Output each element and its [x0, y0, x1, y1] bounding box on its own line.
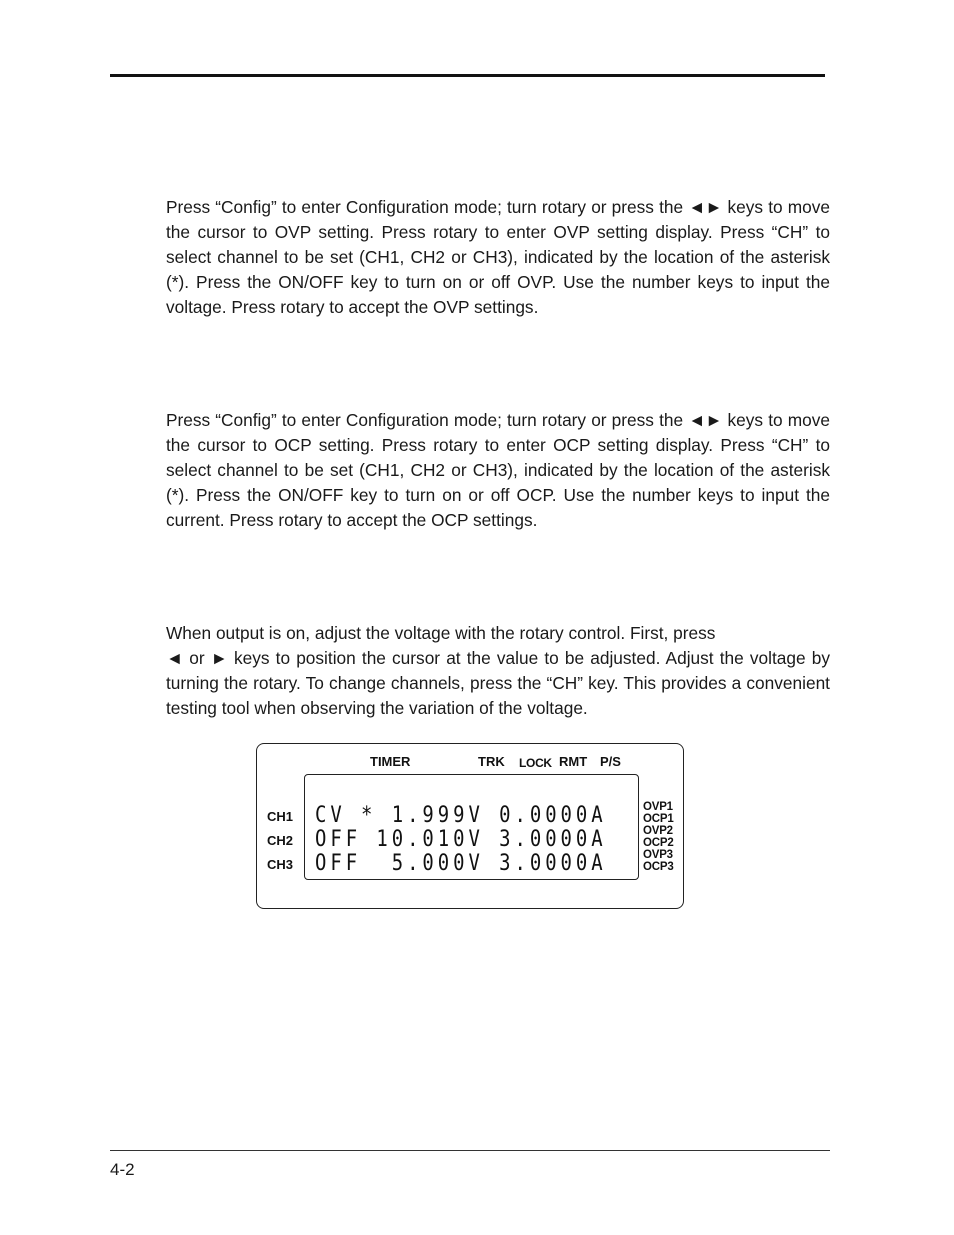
- voltage-adjust-instructions: [166, 621, 830, 721]
- footer-rule: [110, 1150, 830, 1151]
- lcd-row-ch1: CV * 1.999V 0.0000A: [315, 803, 607, 828]
- header-rule: [110, 74, 825, 77]
- ocp2-indicator: OCP2: [643, 837, 674, 849]
- ch1-label: CH1: [267, 809, 294, 824]
- ovp1-indicator: OVP1: [643, 801, 673, 813]
- page-number: 4-2: [110, 1160, 135, 1179]
- lcd-row-ch2: OFF 10.010V 3.0000A: [315, 827, 607, 852]
- ovp-instructions: Press “Config” to enter Configuration mode; turn rotary or press the ◄► keys to move the cursor to OVP setting. Press rotary to enter OVP setting display. Press “CH” to select channel to be set (CH1, CH2 or CH3), indicated by the location of the asterisk (*). Press the ON/OFF key to turn on or off OVP. Use the number keys to input the voltage. Press rotary to accept the OVP settings.: [166, 197, 830, 317]
- timer-indicator: TIMER: [370, 754, 411, 769]
- rmt-indicator: RMT: [559, 754, 588, 769]
- adjust-line-2: ◄ or ► keys to position the cursor at the value to be adjusted. Adjust the voltage by turning the rotary. To change channels, press the “CH” key. This provides a convenient testing tool when observing the variation of the voltage.: [166, 648, 830, 718]
- lcd-row-ch3: OFF 5.000V 3.0000A: [315, 851, 607, 876]
- lcd-display-figure: [256, 743, 684, 909]
- ocp3-indicator: OCP3: [643, 861, 674, 873]
- lock-indicator: LOCK: [519, 756, 552, 770]
- ocp-instructions: Press “Config” to enter Configuration mode; turn rotary or press the ◄► keys to move the cursor to OCP setting. Press rotary to enter OCP setting display. Press “CH” to select channel to be set (CH1, CH2 or CH3), indicated by the location of the asterisk (*). Press the ON/OFF key to turn on or off OCP. Use the number keys to input the current. Press rotary to accept the OCP settings.: [166, 410, 830, 530]
- ovp3-indicator: OVP3: [643, 849, 673, 861]
- ps-indicator: P/S: [600, 754, 621, 769]
- ovp2-indicator: OVP2: [643, 825, 673, 837]
- trk-indicator: TRK: [478, 754, 505, 769]
- ocp1-indicator: OCP1: [643, 813, 674, 825]
- ch2-label: CH2: [267, 833, 294, 848]
- ch3-label: CH3: [267, 857, 294, 872]
- adjust-line-1: When output is on, adjust the voltage with the rotary control. First, press: [166, 623, 716, 643]
